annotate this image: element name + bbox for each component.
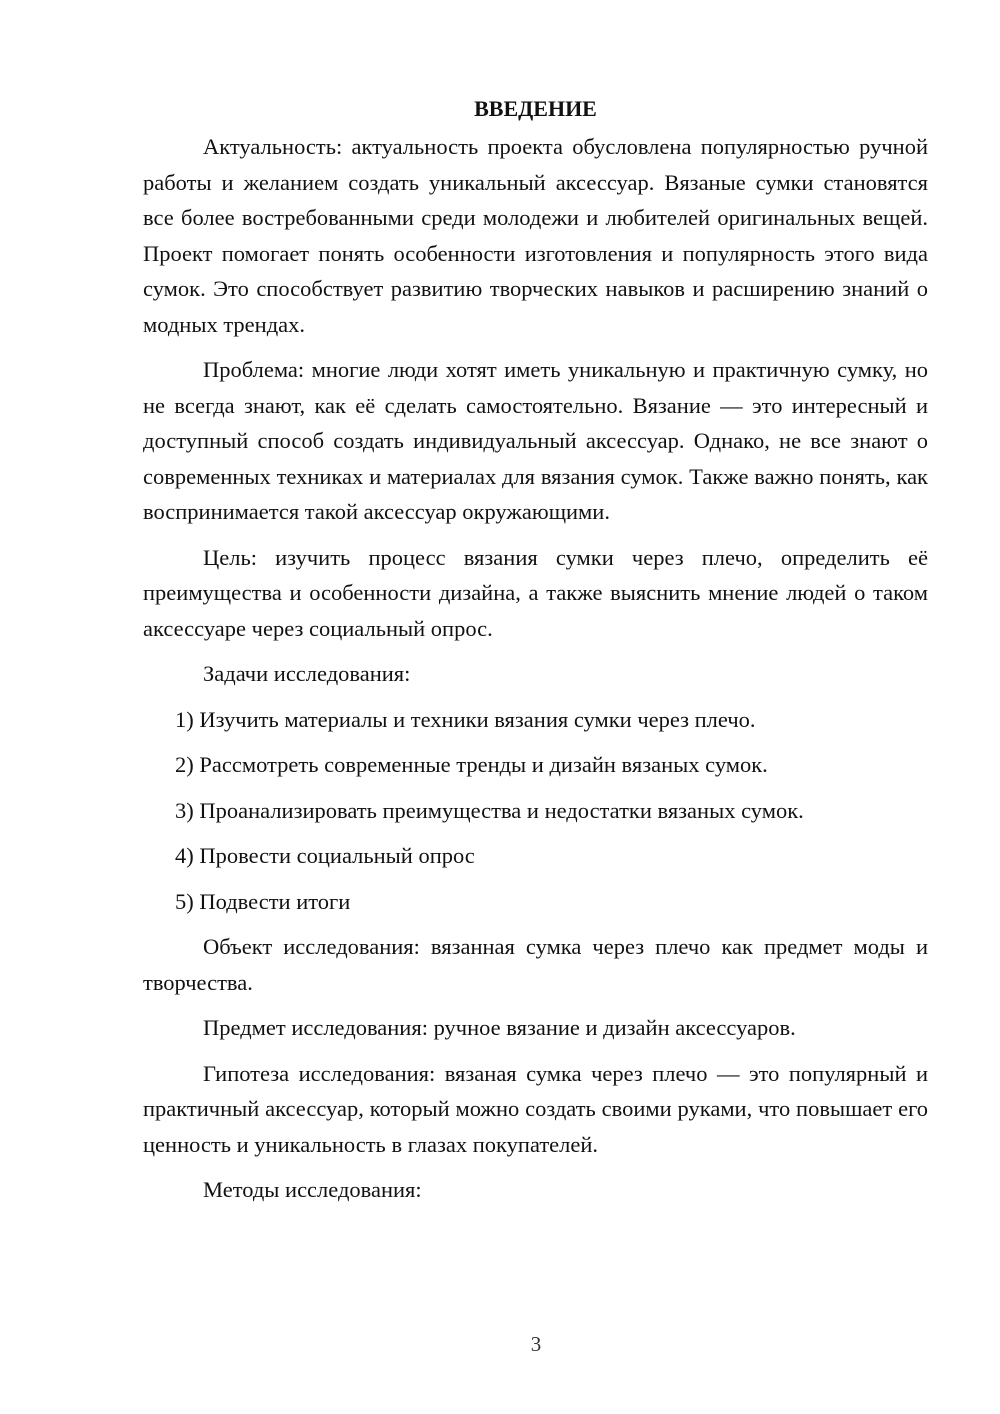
list-item: 2) Рассмотреть современные тренды и дизайн вязаных сумок. xyxy=(175,752,768,777)
tasks-label: Задачи исследования: xyxy=(203,661,411,686)
section-heading: ВВЕДЕНИЕ xyxy=(474,96,597,121)
methods-label: Методы исследования: xyxy=(203,1177,422,1202)
problem-paragraph: Проблема: многие люди хотят иметь уникальную и практичную сумку, но не всегда знают, как её сделать самостоятельно. Вязание — это интересный и доступный способ создать индивидуальный аксессуар. Однако, не все знают о современных техниках и материалах для вязания сумок. Также важно понять, как воспринимается такой аксессуар окружающими. xyxy=(143,357,928,524)
list-item: 4) Провести социальный опрос xyxy=(175,843,475,868)
object-paragraph: Объект исследования: вязанная сумка через плечо как предмет моды и творчества. xyxy=(143,934,928,995)
goal-paragraph: Цель: изучить процесс вязания сумки через плечо, определить её преимущества и особенности дизайна, а также выяснить мнение людей о таком аксессуаре через социальный опрос. xyxy=(143,544,928,641)
page-content xyxy=(143,92,928,1218)
subject-paragraph: Предмет исследования: ручное вязание и дизайн аксессуаров. xyxy=(203,1015,796,1040)
page-number: 3 xyxy=(530,1332,542,1356)
list-item: 1) Изучить материалы и техники вязания сумки через плечо. xyxy=(175,706,756,732)
hypothesis-paragraph: Гипотеза исследования: вязаная сумка через плечо — это популярный и практичный аксессуар, который можно создать своими руками, что повышает его ценность и уникальность в глазах покупателей. xyxy=(143,1060,928,1157)
tasks-list xyxy=(143,702,928,920)
list-item: 3) Проанализировать преимущества и недостатки вязаных сумок. xyxy=(175,797,804,823)
list-item: 5) Подвести итоги xyxy=(175,888,351,914)
relevance-paragraph: Актуальность: актуальность проекта обусловлена популярностью ручной работы и желанием создать уникальный аксессуар. Вязаные сумки становятся все более востребованными среди молодежи и любителей оригинальных вещей. Проект помогает понять особенности изготовления и популярность этого вида сумок. Это способствует развитию творческих навыков и расширению знаний о модных трендах. xyxy=(143,134,928,337)
